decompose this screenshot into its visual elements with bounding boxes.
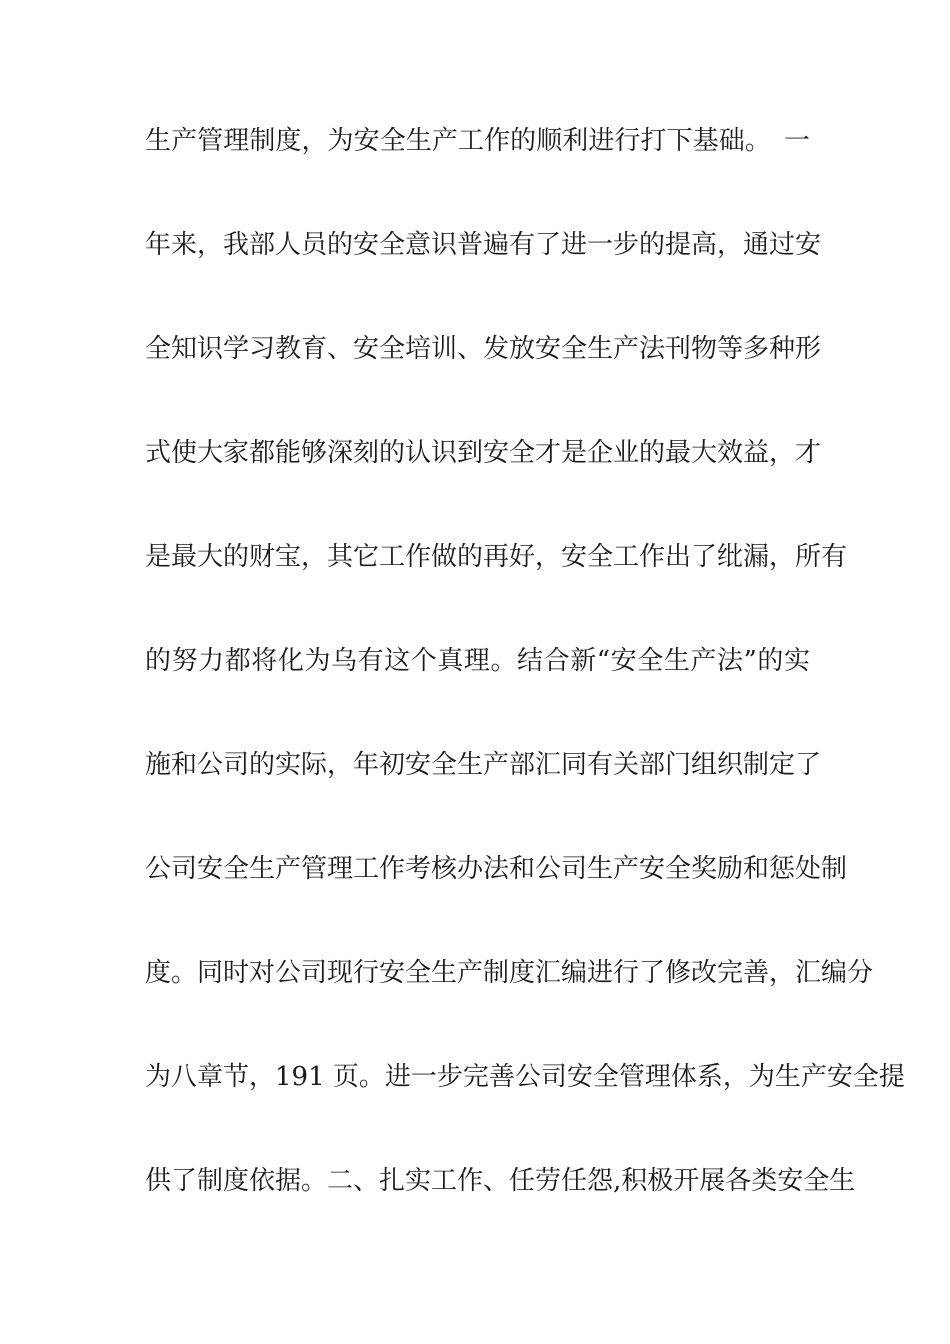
text-line: 生产管理制度，为安全生产工作的顺利进行打下基础。 一 — [145, 126, 810, 156]
text-line: 公司安全生产管理工作考核办法和公司生产安全奖励和惩处制 — [145, 854, 848, 884]
text-line: 施和公司的实际，年初安全生产部汇同有关部门组织制定了 — [145, 750, 822, 780]
text-line: 年来，我部人员的安全意识普遍有了进一步的提高，通过安 — [145, 230, 822, 260]
text-line: 是最大的财宝，其它工作做的再好，安全工作出了纰漏，所有 — [145, 542, 848, 572]
text-line: 度。同时对公司现行安全生产制度汇编进行了修改完善，汇编分 — [145, 958, 874, 988]
text-line: 的努力都将化为乌有这个真理。结合新“安全生产法”的实 — [145, 646, 810, 676]
text-line: 为八章节，191 页。进一步完善公司安全管理体系，为生产安全提 — [145, 1062, 905, 1092]
text-line: 式使大家都能够深刻的认识到安全才是企业的最大效益，才 — [145, 438, 822, 468]
text-line: 全知识学习教育、安全培训、发放安全生产法刊物等多种形 — [145, 334, 822, 364]
text-line: 供了制度依据。二、扎实工作、任劳任怨,积极开展各类安全生 — [145, 1166, 856, 1196]
